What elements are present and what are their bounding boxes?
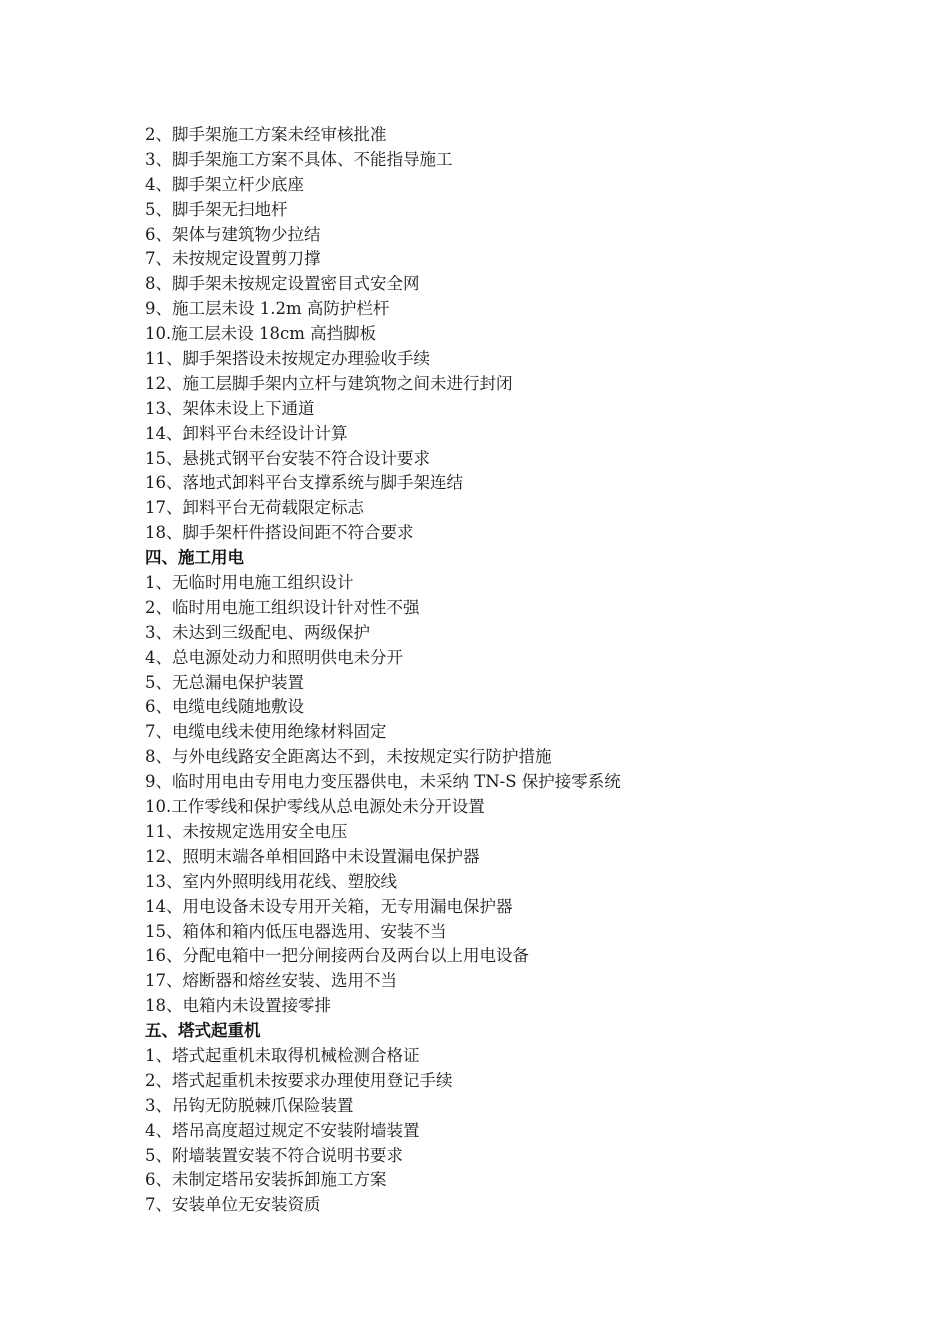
list-item: 5、附墙装置安装不符合说明书要求 xyxy=(145,1145,403,1165)
list-item: 14、用电设备未设专用开关箱，无专用漏电保护器 xyxy=(145,896,513,916)
list-item: 13、室内外照明线用花线、塑胶线 xyxy=(145,871,397,891)
section-heading: 四、施工用电 xyxy=(145,548,244,568)
list-item: 1、无临时用电施工组织设计 xyxy=(145,573,354,593)
list-item: 9、施工层未设 1.2m 高防护栏杆 xyxy=(145,299,390,319)
list-item: 10.工作零线和保护零线从总电源处未分开设置 xyxy=(145,797,485,817)
list-item: 11、脚手架搭设未按规定办理验收手续 xyxy=(145,349,430,369)
list-item: 18、脚手架杆件搭设间距不符合要求 xyxy=(145,523,414,543)
list-item: 2、塔式起重机未按要求办理使用登记手续 xyxy=(145,1070,453,1090)
list-item: 6、未制定塔吊安装拆卸施工方案 xyxy=(145,1170,387,1190)
list-item: 6、电缆电线随地敷设 xyxy=(145,697,304,717)
list-item: 13、架体未设上下通道 xyxy=(145,398,315,418)
list-item: 2、临时用电施工组织设计针对性不强 xyxy=(145,597,420,617)
list-item: 18、电箱内未设置接零排 xyxy=(145,996,331,1016)
list-item: 17、熔断器和熔丝安装、选用不当 xyxy=(145,971,397,991)
list-item: 4、总电源处动力和照明供电未分开 xyxy=(145,647,403,667)
list-item: 10.施工层未设 18cm 高挡脚板 xyxy=(145,324,377,344)
list-item: 12、施工层脚手架内立杆与建筑物之间未进行封闭 xyxy=(145,373,513,393)
list-item: 7、安装单位无安装资质 xyxy=(145,1195,321,1215)
list-item: 9、临时用电由专用电力变压器供电，未采纳 TN-S 保护接零系统 xyxy=(145,772,621,792)
list-item: 7、未按规定设置剪刀撑 xyxy=(145,249,321,269)
list-item: 15、悬挑式钢平台安装不符合设计要求 xyxy=(145,448,430,468)
list-item: 17、卸料平台无荷载限定标志 xyxy=(145,498,364,518)
list-item: 5、无总漏电保护装置 xyxy=(145,672,304,692)
list-item: 3、吊钩无防脱棘爪保险装置 xyxy=(145,1095,354,1115)
list-item: 7、电缆电线未使用绝缘材料固定 xyxy=(145,722,387,742)
list-item: 11、未按规定选用安全电压 xyxy=(145,821,348,841)
section-heading: 五、塔式起重机 xyxy=(145,1021,261,1041)
document-body xyxy=(145,123,865,1218)
list-item: 1、塔式起重机未取得机械检测合格证 xyxy=(145,1045,420,1065)
list-item: 8、与外电线路安全距离达不到，未按规定实行防护措施 xyxy=(145,747,552,767)
list-item: 4、脚手架立杆少底座 xyxy=(145,174,304,194)
list-item: 3、未达到三级配电、两级保护 xyxy=(145,622,370,642)
list-item: 8、脚手架未按规定设置密目式安全网 xyxy=(145,274,420,294)
list-item: 16、落地式卸料平台支撑系统与脚手架连结 xyxy=(145,473,463,493)
list-item: 2、脚手架施工方案未经审核批准 xyxy=(145,125,387,144)
list-item: 4、塔吊高度超过规定不安装附墙装置 xyxy=(145,1120,420,1140)
list-item: 15、箱体和箱内低压电器选用、安装不当 xyxy=(145,921,447,941)
list-item: 12、照明末端各单相回路中未设置漏电保护器 xyxy=(145,846,480,866)
list-item: 5、脚手架无扫地杆 xyxy=(145,199,288,219)
list-item: 6、架体与建筑物少拉结 xyxy=(145,224,321,244)
list-item: 14、卸料平台未经设计计算 xyxy=(145,423,348,443)
list-item: 3、脚手架施工方案不具体、不能指导施工 xyxy=(145,149,453,169)
list-item: 16、分配电箱中一把分闸接两台及两台以上用电设备 xyxy=(145,946,529,966)
